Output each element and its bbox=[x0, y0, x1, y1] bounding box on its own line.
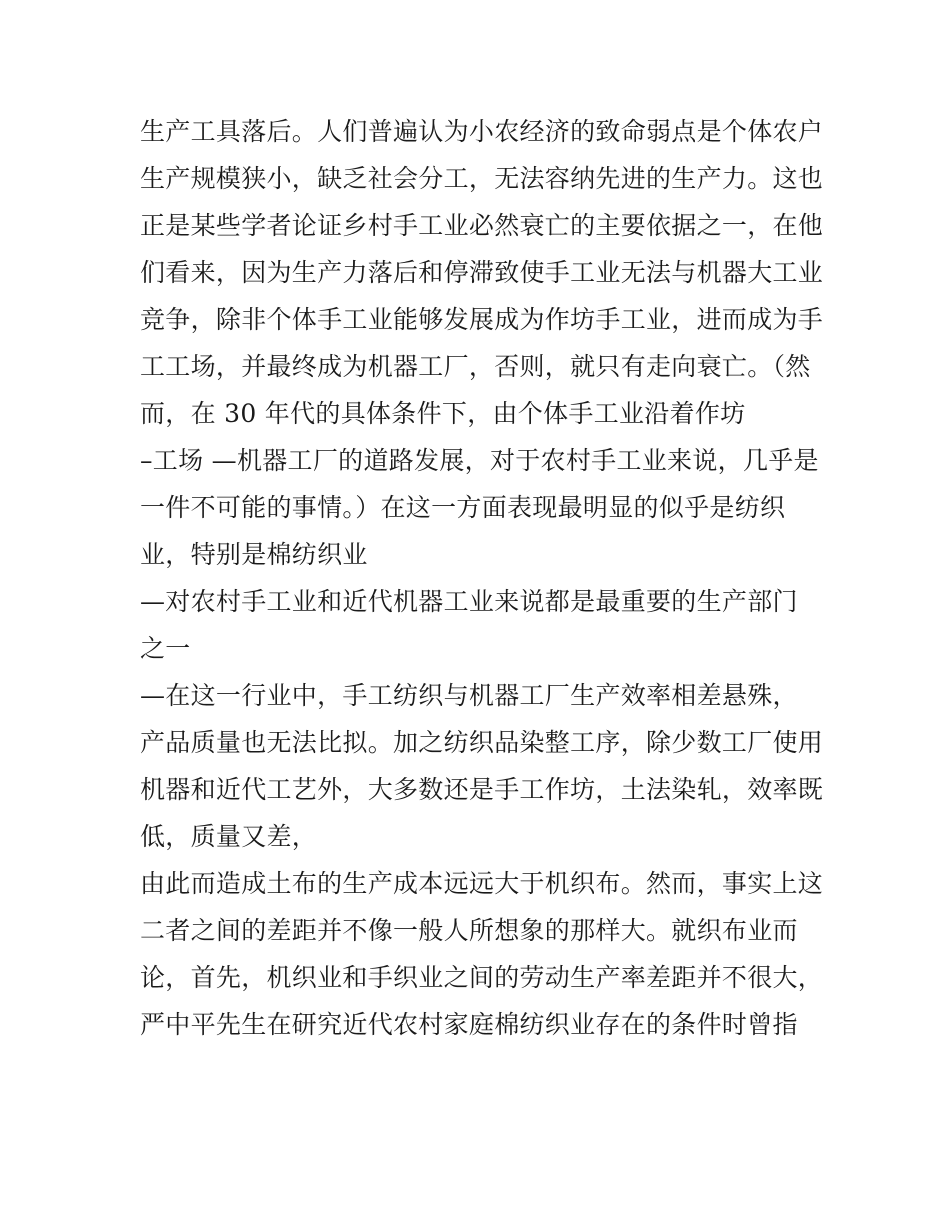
text-line: 正是某些学者论证乡村手工业必然衰亡的主要依据之一，在他 bbox=[140, 211, 824, 240]
text-line: –工场 —机器工厂的道路发展，对于农村手工业来说，几乎是 bbox=[140, 446, 819, 475]
text-line: 们看来，因为生产力落后和停滞致使手工业无法与机器大工业 bbox=[140, 258, 824, 287]
text-line: 由此而造成土布的生产成本远远大于机织布。然而，事实上这 bbox=[140, 869, 824, 898]
text-line: 机器和近代工艺外，大多数还是手工作坊，土法染轧，效率既 bbox=[140, 775, 824, 804]
text-line: 而，在 30 年代的具体条件下，由个体手工业沿着作坊 bbox=[140, 399, 746, 428]
text-line: —在这一行业中，手工纺织与机器工厂生产效率相差悬殊， bbox=[140, 681, 798, 710]
text-line: 生产工具落后。人们普遍认为小农经济的致命弱点是个体农户 bbox=[140, 117, 824, 146]
text-line: 低，质量又差， bbox=[140, 822, 318, 851]
text-line: 二者之间的差距并不像一般人所想象的那样大。就织布业而 bbox=[140, 916, 798, 945]
text-line: 生产规模狭小，缺乏社会分工，无法容纳先进的生产力。这也 bbox=[140, 164, 824, 193]
text-line: —对农村手工业和近代机器工业来说都是最重要的生产部门 bbox=[140, 587, 798, 616]
text-line: 工工场，并最终成为机器工厂，否则，就只有走向衰亡。（然 bbox=[140, 352, 811, 381]
text-line: 之一 bbox=[140, 634, 191, 663]
text-line: 严中平先生在研究近代农村家庭棉纺织业存在的条件时曾指 bbox=[140, 1010, 798, 1039]
text-line: 论，首先，机织业和手织业之间的劳动生产率差距并不很大， bbox=[140, 963, 824, 992]
text-line: 一件不可能的事情。）在这一方面表现最明显的似乎是纺织 bbox=[140, 493, 786, 522]
text-line: 竞争，除非个体手工业能够发展成为作坊手工业，进而成为手 bbox=[140, 305, 824, 334]
text-line: 业，特别是棉纺织业 bbox=[140, 540, 368, 569]
body-text bbox=[140, 108, 824, 1048]
text-line: 产品质量也无法比拟。加之纺织品染整工序，除少数工厂使用 bbox=[140, 728, 824, 757]
